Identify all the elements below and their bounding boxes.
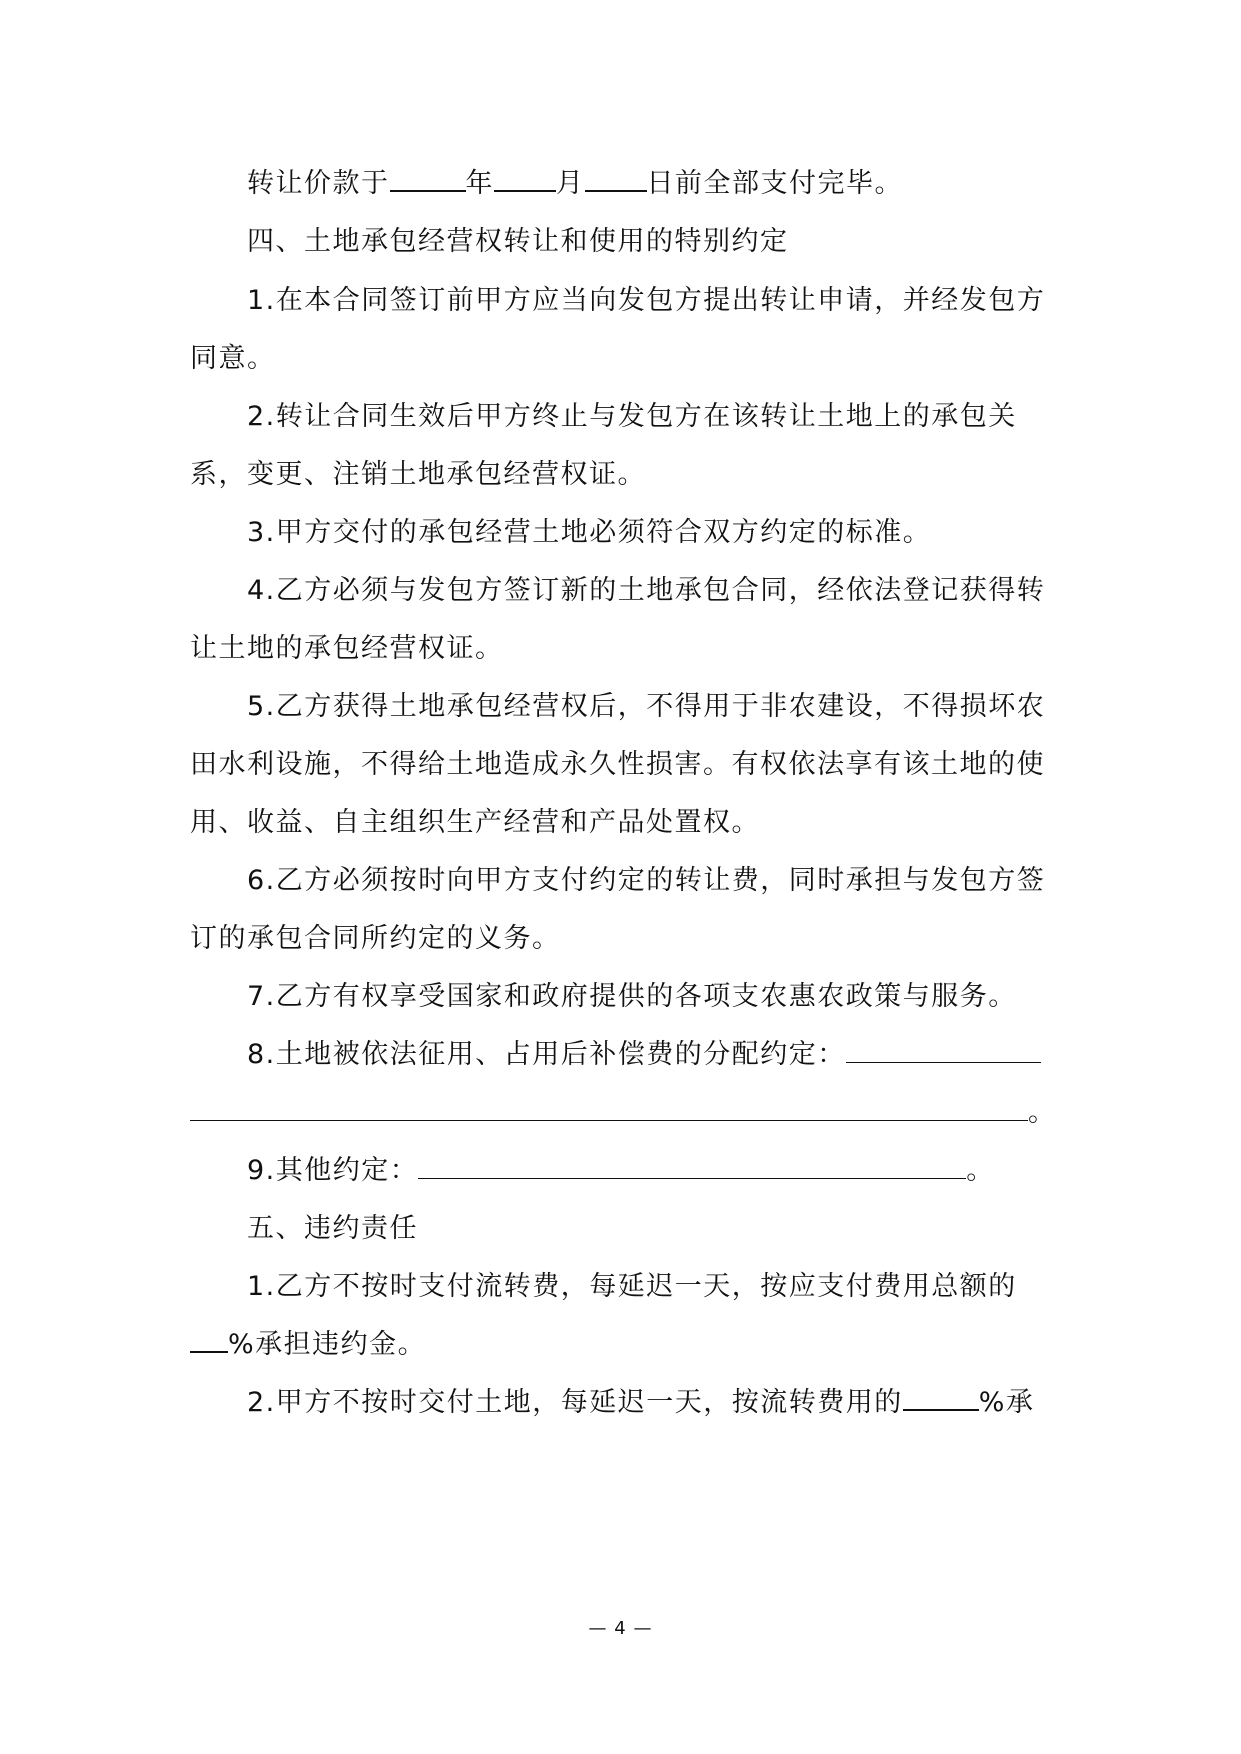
month-blank[interactable] <box>494 166 556 192</box>
section-heading-4: 四、土地承包经营权转让和使用的特别约定 <box>247 226 789 257</box>
clause-5-1-cont <box>190 1325 1052 1365</box>
day-blank[interactable] <box>585 166 647 192</box>
clause-4-5: 5.乙方获得土地承包经营权后，不得用于非农建设，不得损坏农 <box>247 691 1046 722</box>
compensation-blank-cont[interactable] <box>190 1096 1028 1121</box>
year-blank[interactable] <box>390 166 466 192</box>
clause-4-3: 3.甲方交付的承包经营土地必须符合双方约定的标准。 <box>247 517 932 548</box>
payment-text: 转让价款于 <box>247 168 390 199</box>
clause-4-1: 1.在本合同签订前甲方应当向发包方提出转让申请，并经发包方 <box>247 285 1046 316</box>
clause-4-2: 2.转让合同生效后甲方终止与发包方在该转让土地上的承包关 <box>247 401 1017 432</box>
clause-4-2-cont: 系，变更、注销土地承包经营权证。 <box>190 459 646 490</box>
clause-4-6-cont: 订的承包合同所约定的义务。 <box>190 923 561 954</box>
compensation-blank[interactable] <box>846 1038 1041 1063</box>
payment-deadline-line <box>190 164 1109 204</box>
clause-4-8-end: 。 <box>1028 1097 1057 1128</box>
clause-5-1-end: %承担违约金。 <box>228 1329 427 1360</box>
clause-5-1: 1.乙方不按时支付流转费，每延迟一天，按应支付费用总额的 <box>247 1271 1017 1302</box>
clause-4-9-end: 。 <box>966 1155 995 1186</box>
year-label: 年 <box>465 168 494 199</box>
clause-4-9 <box>190 1151 1109 1191</box>
clause-5-2-text: 2.甲方不按时交付土地，每延迟一天，按流转费用的 <box>247 1387 903 1418</box>
clause-4-1-cont: 同意。 <box>190 343 276 374</box>
penalty-rate-blank-1[interactable] <box>190 1327 228 1353</box>
clause-4-6: 6.乙方必须按时向甲方支付约定的转让费，同时承担与发包方签 <box>247 865 1046 896</box>
clause-5-2-end: %承 <box>978 1387 1035 1418</box>
clause-4-9-text: 9.其他约定： <box>247 1155 419 1186</box>
clause-5-2 <box>190 1383 1109 1423</box>
clause-4-8 <box>190 1035 1109 1075</box>
clause-4-4: 4.乙方必须与发包方签订新的土地承包合同，经依法登记获得转 <box>247 575 1046 606</box>
clause-4-8-text: 8.土地被依法征用、占用后补偿费的分配约定： <box>247 1039 846 1070</box>
day-label: 日前全部支付完毕。 <box>646 168 903 199</box>
page-number: — 4 — <box>588 1618 653 1639</box>
clause-4-4-cont: 让土地的承包经营权证。 <box>190 633 504 664</box>
month-label: 月 <box>556 168 585 199</box>
penalty-rate-blank-2[interactable] <box>903 1385 979 1411</box>
section-heading-5: 五、违约责任 <box>247 1213 418 1244</box>
clause-4-5-cont-1: 田水利设施，不得给土地造成永久性损害。有权依法享有该土地的使 <box>190 749 1045 780</box>
clause-4-5-cont-2: 用、收益、自主组织生产经营和产品处置权。 <box>190 807 760 838</box>
clause-4-8-cont <box>190 1093 1057 1133</box>
clause-4-7: 7.乙方有权享受国家和政府提供的各项支农惠农政策与服务。 <box>247 981 1017 1012</box>
other-agreement-blank[interactable] <box>418 1154 966 1179</box>
